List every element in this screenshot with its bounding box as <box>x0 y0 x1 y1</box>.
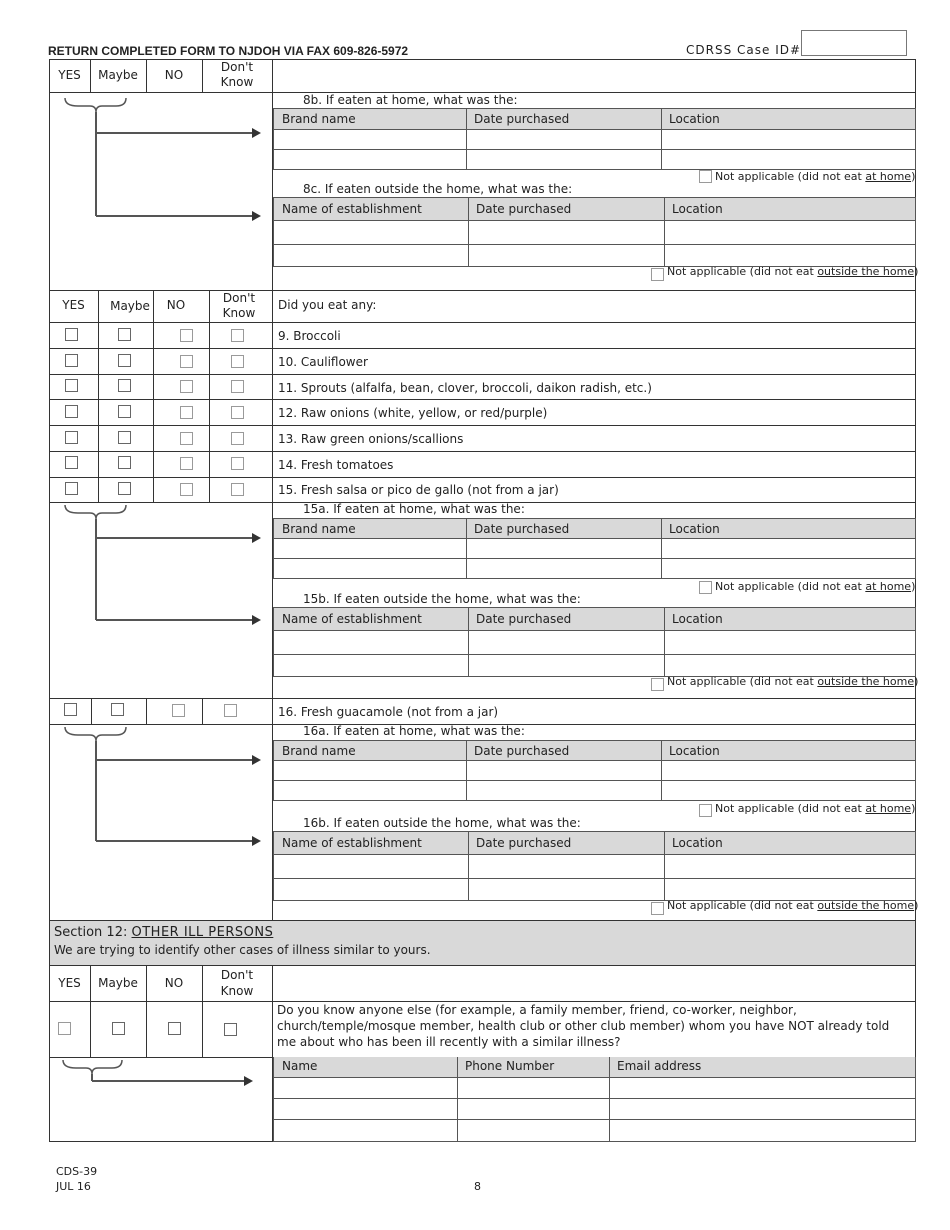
header-dont-know: Don't Know <box>222 291 256 320</box>
q15a-label: 15a. If eaten at home, what was the: <box>303 502 525 516</box>
col-establishment: Name of establishment <box>282 836 422 850</box>
col-establishment: Name of establishment <box>282 612 422 626</box>
q15b-label: 15b. If eaten outside the home, what was the: <box>303 592 581 606</box>
guacamole-dont-know-checkbox[interactable] <box>224 704 237 717</box>
item-green-onions: 13. Raw green onions/scallions <box>278 432 464 446</box>
q16b-table <box>273 831 916 901</box>
salsa-maybe-checkbox[interactable] <box>118 482 131 495</box>
other-ill-dont-know-checkbox[interactable] <box>224 1023 237 1036</box>
item-cauliflower: 10. Cauliflower <box>278 355 368 369</box>
q16a-label: 16a. If eaten at home, what was the: <box>303 724 525 738</box>
cauliflower-dont-know-checkbox[interactable] <box>231 355 244 368</box>
guacamole-no-checkbox[interactable] <box>172 704 185 717</box>
branch-arrow-8 <box>60 96 270 226</box>
green-onions-no-checkbox[interactable] <box>180 432 193 445</box>
tomatoes-maybe-checkbox[interactable] <box>118 456 131 469</box>
item-salsa: 15. Fresh salsa or pico de gallo (not from a jar) <box>278 483 559 497</box>
q16b-label: 16b. If eaten outside the home, what was the: <box>303 816 581 830</box>
na-home-checkbox-8[interactable] <box>699 170 712 183</box>
return-instructions: RETURN COMPLETED FORM TO NJDOH VIA FAX 609-826-5972 <box>48 44 409 58</box>
did-you-eat-label: Did you eat any: <box>278 298 377 312</box>
header-yes: YES <box>58 976 81 990</box>
tomatoes-no-checkbox[interactable] <box>180 457 193 470</box>
other-ill-yes-checkbox[interactable] <box>58 1022 71 1035</box>
branch-arrow-15 <box>60 505 270 630</box>
header-maybe: Maybe <box>98 68 138 82</box>
header-maybe: Maybe <box>110 299 150 313</box>
tomatoes-yes-checkbox[interactable] <box>65 456 78 469</box>
col-location: Location <box>672 836 723 850</box>
branch-arrow-12 <box>58 1060 268 1090</box>
header-no: NO <box>164 976 184 990</box>
other-ill-contacts-table <box>273 1057 916 1142</box>
case-id-field[interactable] <box>801 30 907 56</box>
q15a-table <box>273 518 916 579</box>
col-date-purchased: Date purchased <box>476 202 572 216</box>
na-home-checkbox-15[interactable] <box>699 581 712 594</box>
col-date-purchased: Date purchased <box>474 112 570 126</box>
col-brand-name: Brand name <box>282 522 356 536</box>
header-yes: YES <box>62 298 85 312</box>
cauliflower-maybe-checkbox[interactable] <box>118 354 131 367</box>
broccoli-dont-know-checkbox[interactable] <box>231 329 244 342</box>
sprouts-no-checkbox[interactable] <box>180 380 193 393</box>
header-no: NO <box>166 298 186 312</box>
salsa-yes-checkbox[interactable] <box>65 482 78 495</box>
na-home-label-8: Not applicable (did not eat at home) <box>715 170 916 183</box>
item-sprouts: 11. Sprouts (alfalfa, bean, clover, broccoli, daikon radish, etc.) <box>278 381 652 395</box>
q8b-label: 8b. If eaten at home, what was the: <box>303 93 518 107</box>
q8c-label: 8c. If eaten outside the home, what was the: <box>303 182 573 196</box>
sprouts-dont-know-checkbox[interactable] <box>231 380 244 393</box>
na-home-checkbox-16[interactable] <box>699 804 712 817</box>
section12-question-line3: me about who has been ill recently with a similar illness? <box>277 1035 621 1049</box>
col-brand-name: Brand name <box>282 744 356 758</box>
col-email-address: Email address <box>617 1059 702 1073</box>
na-outside-label-16: Not applicable (did not eat outside the home) <box>667 899 919 912</box>
header-maybe: Maybe <box>98 976 138 990</box>
raw-onions-maybe-checkbox[interactable] <box>118 405 131 418</box>
q8c-table <box>273 197 916 267</box>
header-yes: YES <box>58 68 81 82</box>
green-onions-maybe-checkbox[interactable] <box>118 431 131 444</box>
raw-onions-no-checkbox[interactable] <box>180 406 193 419</box>
sprouts-yes-checkbox[interactable] <box>65 379 78 392</box>
col-date-purchased: Date purchased <box>474 522 570 536</box>
header-dont-know: Don't Know <box>220 60 254 89</box>
raw-onions-yes-checkbox[interactable] <box>65 405 78 418</box>
col-brand-name: Brand name <box>282 112 356 126</box>
na-outside-checkbox-15[interactable] <box>651 678 664 691</box>
col-location: Location <box>669 112 720 126</box>
header-dont-know: Don't Know <box>220 968 254 998</box>
cauliflower-yes-checkbox[interactable] <box>65 354 78 367</box>
q8b-table <box>273 108 916 170</box>
cauliflower-no-checkbox[interactable] <box>180 355 193 368</box>
form-date: JUL 16 <box>56 1180 91 1193</box>
other-ill-no-checkbox[interactable] <box>168 1022 181 1035</box>
item-tomatoes: 14. Fresh tomatoes <box>278 458 394 472</box>
col-name: Name <box>282 1059 318 1073</box>
guacamole-maybe-checkbox[interactable] <box>111 703 124 716</box>
other-ill-maybe-checkbox[interactable] <box>112 1022 125 1035</box>
na-outside-checkbox-8[interactable] <box>651 268 664 281</box>
na-outside-checkbox-16[interactable] <box>651 902 664 915</box>
tomatoes-dont-know-checkbox[interactable] <box>231 457 244 470</box>
green-onions-dont-know-checkbox[interactable] <box>231 432 244 445</box>
col-location: Location <box>672 202 723 216</box>
col-location: Location <box>669 522 720 536</box>
col-location: Location <box>669 744 720 758</box>
section12-question-line1: Do you know anyone else (for example, a family member, friend, co-worker, neighbor, <box>277 1003 797 1017</box>
form-code: CDS-39 <box>56 1165 98 1178</box>
broccoli-maybe-checkbox[interactable] <box>118 328 131 341</box>
na-home-label-15: Not applicable (did not eat at home) <box>715 580 916 593</box>
sprouts-maybe-checkbox[interactable] <box>118 379 131 392</box>
na-outside-label-8: Not applicable (did not eat outside the home) <box>667 265 919 278</box>
broccoli-no-checkbox[interactable] <box>180 329 193 342</box>
header-no: NO <box>164 68 184 82</box>
item-broccoli: 9. Broccoli <box>278 329 341 343</box>
guacamole-yes-checkbox[interactable] <box>64 703 77 716</box>
raw-onions-dont-know-checkbox[interactable] <box>231 406 244 419</box>
item-guacamole: 16. Fresh guacamole (not from a jar) <box>278 705 499 719</box>
col-phone-number: Phone Number <box>465 1059 555 1073</box>
q16a-table <box>273 740 916 801</box>
page-number: 8 <box>474 1180 481 1193</box>
na-outside-label-15: Not applicable (did not eat outside the home) <box>667 675 919 688</box>
col-date-purchased: Date purchased <box>476 836 572 850</box>
section12-question-line2: church/temple/mosque member, health club or other club member) whom you have NOT already told <box>277 1019 890 1033</box>
salsa-no-checkbox[interactable] <box>180 483 193 496</box>
col-date-purchased: Date purchased <box>476 612 572 626</box>
col-date-purchased: Date purchased <box>474 744 570 758</box>
section12-subtitle: We are trying to identify other cases of illness similar to yours. <box>54 943 431 957</box>
col-location: Location <box>672 612 723 626</box>
col-establishment: Name of establishment <box>282 202 422 216</box>
q15b-table <box>273 607 916 677</box>
case-id-label: CDRSS Case ID# <box>686 43 802 57</box>
na-home-label-16: Not applicable (did not eat at home) <box>715 802 916 815</box>
green-onions-yes-checkbox[interactable] <box>65 431 78 444</box>
branch-arrow-16 <box>60 727 270 852</box>
salsa-dont-know-checkbox[interactable] <box>231 483 244 496</box>
section12-title: Section 12: OTHER ILL PERSONS <box>54 925 274 940</box>
broccoli-yes-checkbox[interactable] <box>65 328 78 341</box>
item-raw-onions: 12. Raw onions (white, yellow, or red/purple) <box>278 406 548 420</box>
